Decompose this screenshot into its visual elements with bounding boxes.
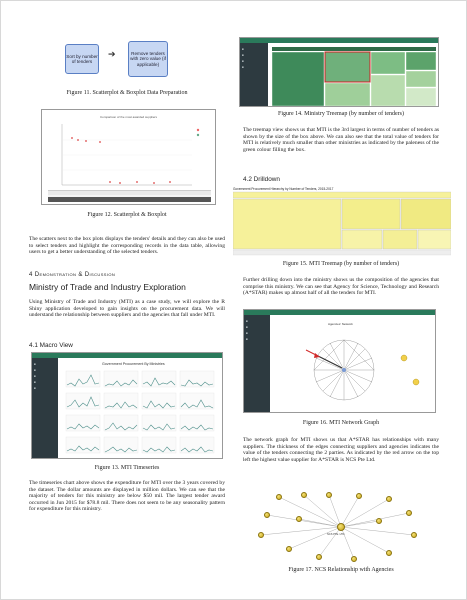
fig16-chart-title: Agencies' Network [328,322,353,326]
section42-para: Further drilling down into the ministry shows us the composition of the agencies that comprise this ministry. We can see that Agency for Science, Technology and Research (A*STAR) makes up almost half of all the tenders for MTI. [243,277,439,297]
network-center-node [337,523,345,531]
fig16-para: The network graph for MTI shows us that A*STAR has relationships with many suppliers. The thickness of the edges connecting suppliers and agencies indicates the value of the tenders connecting the 2 parties. As indicated by the red arrow on the top left the highest value supplier for A*STAR is NCS Pte Ltd. [243,437,439,463]
fig11-caption: Figure 11. Scatterplot & Boxplot Data Preparation [66,90,188,96]
fig14-screenshot [239,37,439,107]
fig12-chart-title: Comparison of the most awarded suppliers [100,115,158,119]
network-node [316,554,322,560]
network-node [386,550,392,556]
network-center-label: NCS PTE. LTD. [327,533,346,536]
section4-title: Ministry of Trade and Industry Exploration [29,282,186,292]
network-node [264,512,270,518]
fig17-network [249,491,439,565]
network-node [411,532,417,538]
fig13-caption: Figure 13. MTI Timeseries [94,465,160,471]
fig16-caption: Figure 16. MTI Network Graph [302,420,380,426]
flow-box-sort [65,44,99,74]
fig15-chart-title: Government Procurement Hierarchy by Number of Tenders, 2015-2017 [233,187,334,191]
section41-heading: 4.1 Macro View [29,342,73,349]
fig14-para: The treemap view shows us that MTI is the 3rd largest in terms of number of tenders as shown by the size of the box above. We can also see that the total value of tenders for MTI is relatively much smaller than other ministries as indicated by the paleness of the green colour filling the box. [243,127,439,153]
fig17-caption: Figure 17. NCS Relationship with Agencies [288,567,394,573]
network-node [286,546,292,552]
fig15-caption: Figure 15. MTI Treemap (by number of tenders) [282,261,400,267]
network-node [258,532,264,538]
section41-para: The timeseries chart above shows the expenditure for MTI over the 3 years covered by the dataset. The dollar amounts are displayed in million dollars. We can see that the majority of tenders for this ministry are below $50 mil. The largest tender award occurred in Jun 2015 for $78.8 mil. There does not seem to be any seasonality pattern for expenditure for this ministry. [29,480,225,513]
fig13-chart-title: Government Procurement By Ministries [102,362,165,366]
flow-box-sort-label: Sort by number of tenders [66,53,98,64]
network-node [356,493,362,499]
section42-heading: 4.2 Drilldown [243,176,280,183]
para-scatters: The scatters next to the box plots displays the tenders' details and they can also be used to select tenders and highlight the corresponding records in the data table, allowing users to get a better understanding of the selected tenders. [29,236,225,256]
network-node [276,494,282,500]
fig15-treemap [233,187,451,257]
fig14-treemap-svg [240,38,439,107]
flow-box-remove-label: Remove tenders with zero value (if applicable) [130,50,166,67]
network-node [301,492,307,498]
fig14-sidebar: ■ ■ ■ ■ [240,43,268,106]
network-node [376,518,382,524]
network-node [406,510,412,516]
flowchart [29,41,225,85]
network-node [386,496,392,502]
fig12-table [48,190,211,202]
fig13-screenshot [31,352,223,459]
fig12-screenshot [41,109,216,205]
flow-arrow-icon: ➔ [108,50,116,60]
fig13-sidebar: ■ ■ ■ ■ ■ [32,358,58,458]
fig13-timeseries-grid [32,353,223,459]
fig16-screenshot [243,309,436,413]
section4-heading: 4 Demonstration & Discussion [29,272,116,278]
network-node [326,492,332,498]
network-node [296,516,302,522]
flow-box-remove [128,41,168,77]
fig12-caption: Figure 12. Scatterplot & Boxplot [87,212,167,218]
section4-para: Using Ministry of Trade and Industry (MTI) as a case study, we will explore the R Shiny application developed to gain insights on the procurement data. We will understand the relationship between suppliers and the agencies that fall under MTI. [29,299,225,319]
fig15-treemap-svg [233,187,451,257]
network-node [351,556,357,562]
fig14-caption: Figure 14. Ministry Treemap (by number of tenders) [278,111,404,117]
fig16-network-svg [244,310,436,413]
fig16-sidebar: ■ ■ ■ ■ [244,315,270,412]
